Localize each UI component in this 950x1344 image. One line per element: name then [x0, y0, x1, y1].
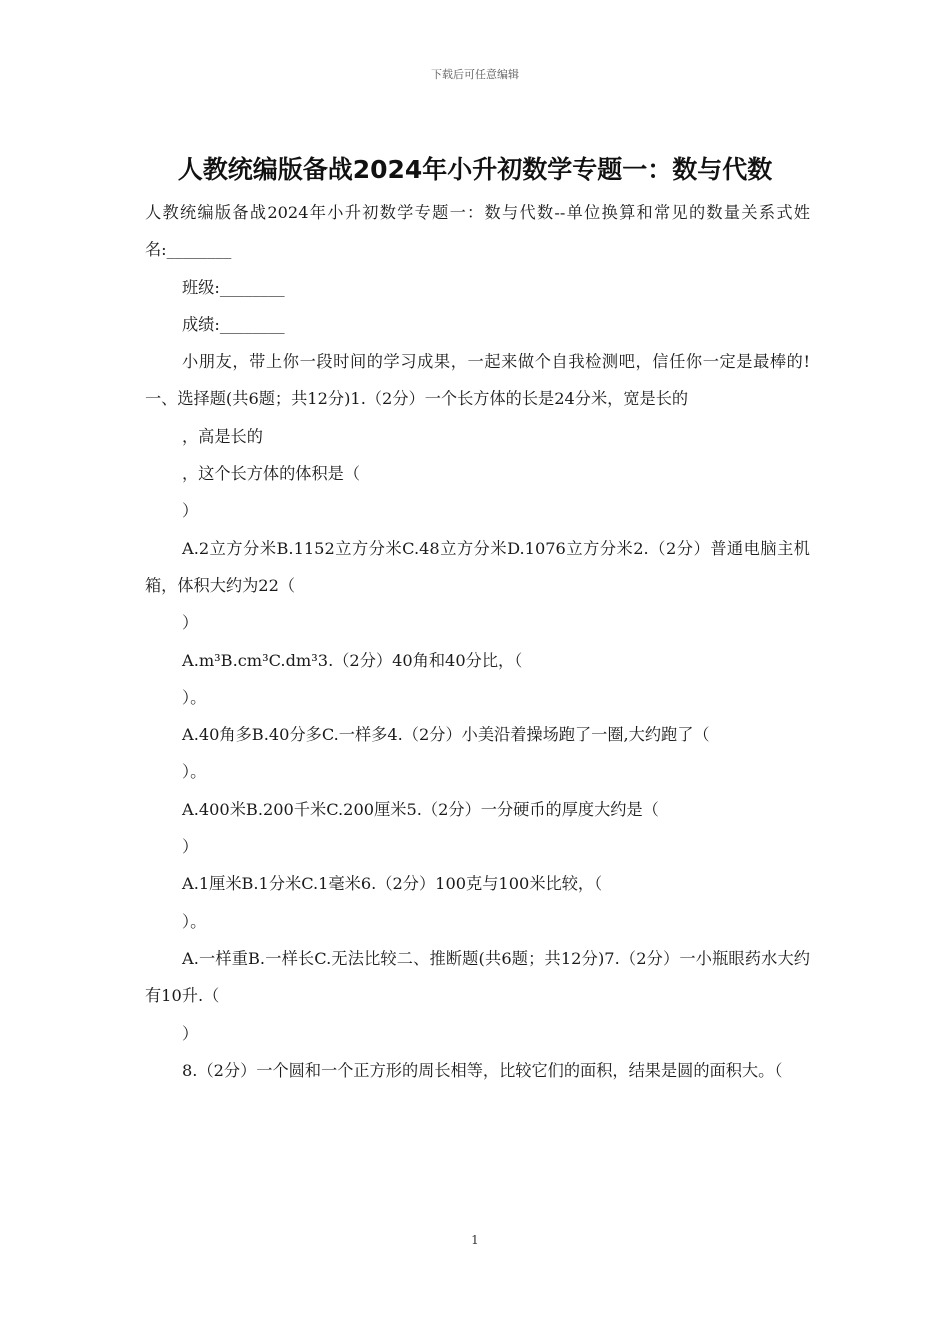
paragraph: ） [182, 501, 199, 521]
paragraph: A.m³B.cm³C.dm³3.（2分）40角和40分比，（ [182, 650, 523, 670]
paragraph: 小朋友，带上你一段时间的学习成果，一起来做个自我检测吧，信任你一定是最棒的!一、选择题(共6题；共12分)1.（2分）一个长方体的长是24分米，宽是长的 [145, 352, 810, 409]
paragraph: 8.（2分）一个圆和一个正方形的周长相等，比较它们的面积，结果是圆的面积大。（ [182, 1060, 783, 1080]
paragraph: 人教统编版备战2024年小升初数学专题一：数与代数--单位换算和常见的数量关系式姓名:________ [145, 203, 810, 260]
paragraph: A.40角多B.40分多C.一样多4.（2分）小美沿着操场跑了一圈,大约跑了（ [182, 725, 710, 745]
paragraph: A.2立方分米B.1152立方分米C.48立方分米D.1076立方分米2.（2分）普通电脑主机箱，体积大约为22（ [145, 538, 810, 595]
paragraph: ）。 [182, 687, 207, 707]
paragraph: ） [182, 1023, 199, 1043]
paragraph: ）。 [182, 762, 207, 782]
paragraph: A.1厘米B.1分米C.1毫米6.（2分）100克与100米比较，（ [182, 874, 603, 894]
document-body [145, 194, 810, 1089]
paragraph: 班级:________ [182, 277, 285, 297]
page-number: 1 [471, 1233, 479, 1247]
document-title: 人教统编版备战2024年小升初数学专题一：数与代数 [177, 155, 773, 184]
paragraph: ）。 [182, 911, 207, 931]
paragraph: A.400米B.200千米C.200厘米5.（2分）一分硬币的厚度大约是（ [182, 799, 659, 819]
page-header: 下载后可任意编辑 [431, 68, 519, 81]
paragraph: 成绩:________ [182, 314, 285, 334]
paragraph: ，高是长的 [182, 426, 263, 446]
paragraph: A.一样重B.一样长C.无法比较二、推断题(共6题；共12分)7.（2分）一小瓶眼药水大约有10升.（ [145, 948, 810, 1006]
paragraph: ） [182, 837, 199, 857]
paragraph: ，这个长方体的体积是（ [182, 464, 361, 484]
paragraph: ） [182, 613, 199, 633]
